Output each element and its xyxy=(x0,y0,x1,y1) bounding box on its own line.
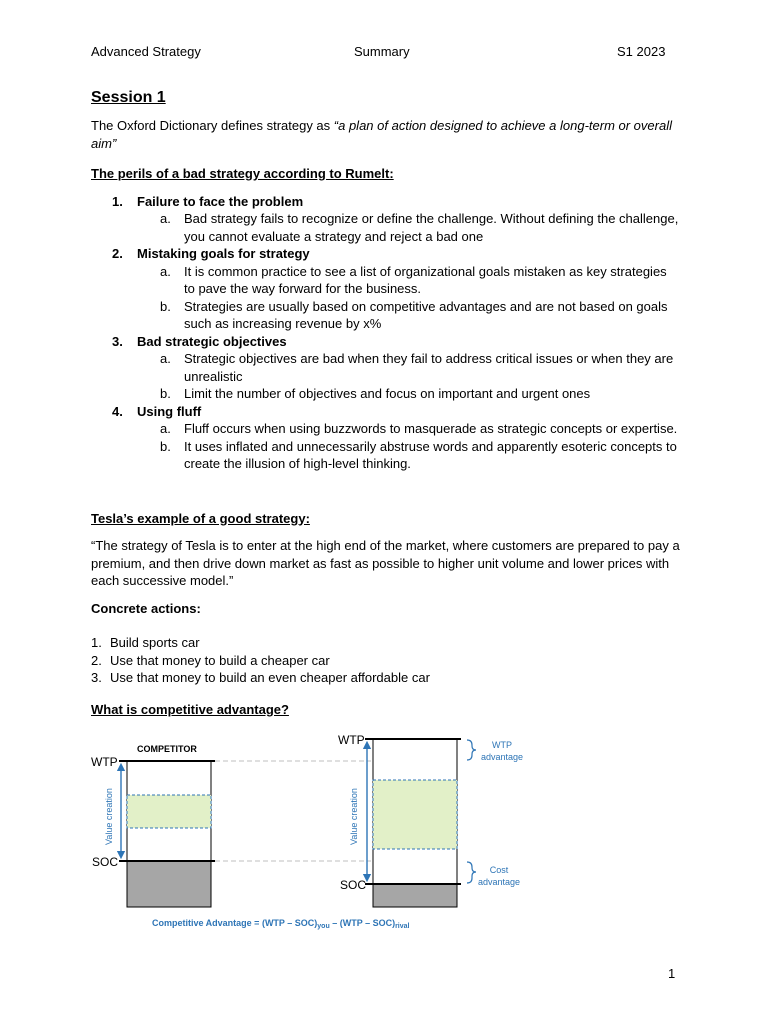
action-text: Use that money to build an even cheaper affordable car xyxy=(110,670,430,685)
perils-item xyxy=(91,193,681,211)
item-number: 3. xyxy=(112,333,123,349)
cost-advantage-brace xyxy=(467,862,476,883)
action-text: Use that money to build a cheaper car xyxy=(110,652,330,668)
perils-title: The perils of a bad strategy according to Rumelt: xyxy=(91,166,394,181)
header-center: Summary xyxy=(354,44,410,59)
formula-subscript-you: you xyxy=(317,923,330,930)
item-number: 4. xyxy=(112,403,123,419)
tesla-title: Tesla’s example of a good strategy: xyxy=(91,510,310,526)
perils-item xyxy=(91,245,681,263)
perils-subitem xyxy=(91,420,681,438)
subitem-letter: a. xyxy=(160,211,171,226)
perils-list xyxy=(91,193,681,473)
perils-subitem xyxy=(91,350,681,385)
list-item xyxy=(91,634,681,652)
subitem-text: Limit the number of objectives and focus on important and urgent ones xyxy=(184,386,591,401)
subitem-text: Fluff occurs when using buzzwords to masquerade as strategic concepts or expertise. xyxy=(184,421,678,436)
competitive-advantage-diagram xyxy=(91,727,539,939)
item-title: Mistaking goals for strategy xyxy=(137,246,310,261)
subitem-text: Strategic objectives are bad when they fail to address critical issues or when they are unrealistic xyxy=(184,351,674,384)
session-title: Session 1 xyxy=(91,89,166,106)
wtp-advantage-brace xyxy=(467,740,476,760)
formula-part-2: – (WTP – SOC) xyxy=(329,918,396,928)
subitem-letter: b. xyxy=(160,438,171,454)
perils-subitem xyxy=(91,385,681,403)
page-number: 1 xyxy=(668,966,676,981)
firm-wtp-label: WTP xyxy=(338,733,365,747)
header-left: Advanced Strategy xyxy=(91,44,201,59)
action-number: 3. xyxy=(91,670,102,685)
competitor-value-creation-label: Value creation xyxy=(104,788,114,845)
firm-value-band xyxy=(373,780,457,849)
wtp-advantage-line-2: advantage xyxy=(480,752,524,762)
item-title: Bad strategic objectives xyxy=(137,333,287,349)
wtp-advantage-line-1: WTP xyxy=(492,740,512,750)
perils-item xyxy=(91,333,681,351)
document-body xyxy=(91,88,681,718)
perils-subitem xyxy=(91,263,681,298)
firm-value-creation-label: Value creation xyxy=(349,788,359,845)
formula-subscript-rival: rival xyxy=(395,923,410,930)
perils-subitem xyxy=(91,438,681,473)
definition-quote: “a plan of action designed to achieve a long-term or overall aim” xyxy=(91,118,672,151)
diagram-svg xyxy=(91,727,539,939)
cost-advantage-line-2: advantage xyxy=(477,877,521,887)
firm-cost-box xyxy=(373,884,457,907)
subitem-letter: b. xyxy=(160,298,171,314)
subitem-text: Bad strategy fails to recognize or define the challenge. Without defining the challenge, you cannot evaluate a strategy and reject a bad one xyxy=(184,211,679,244)
item-number: 1. xyxy=(112,193,123,209)
tesla-quote: “The strategy of Tesla is to enter at the high end of the market, where customers are prepared to pay a premium, and then drive down market as fast as possible to higher unit volume and lower prices with each successive model.” xyxy=(91,538,680,588)
competitor-label: COMPETITOR xyxy=(137,744,197,754)
item-title: Using fluff xyxy=(137,403,202,419)
perils-subitem xyxy=(91,298,681,333)
competitive-advantage-title: What is competitive advantage? xyxy=(91,701,289,717)
list-item xyxy=(91,669,681,687)
header-right: S1 2023 xyxy=(617,44,666,59)
subitem-letter: a. xyxy=(160,351,171,366)
action-number: 2. xyxy=(91,652,102,668)
competitor-soc-label: SOC xyxy=(92,855,119,869)
subitem-text: It is common practice to see a list of organizational goals mistaken as key strategies to pave the way forward for the business. xyxy=(184,263,667,296)
cost-advantage-line-1: Cost xyxy=(489,865,509,875)
subitem-text: It uses inflated and unnecessarily abstruse words and apparently esoteric concepts to create the illusion of high-level thinking. xyxy=(184,438,677,471)
item-title: Failure to face the problem xyxy=(137,193,304,209)
competitive-advantage-formula xyxy=(152,918,410,930)
list-item xyxy=(91,652,681,670)
perils-item xyxy=(91,403,681,421)
actions-list xyxy=(91,634,681,687)
actions-title: Concrete actions: xyxy=(91,600,201,616)
subitem-letter: a. xyxy=(160,421,171,436)
competitor-cost-box xyxy=(127,861,211,907)
action-number: 1. xyxy=(91,635,102,650)
action-text: Build sports car xyxy=(110,635,200,650)
subitem-letter: b. xyxy=(160,386,171,401)
subitem-text: Strategies are usually based on competitive advantages and are not based on goals such as increasing revenue by x% xyxy=(184,298,668,331)
formula-part-1: Competitive Advantage = (WTP – SOC) xyxy=(152,918,318,928)
competitor-value-band xyxy=(127,795,211,828)
perils-subitem xyxy=(91,210,681,245)
firm-soc-label: SOC xyxy=(340,878,367,892)
item-number: 2. xyxy=(112,246,123,261)
definition-lead: The Oxford Dictionary defines strategy as xyxy=(91,118,334,133)
competitor-wtp-label: WTP xyxy=(91,755,118,769)
definition-paragraph xyxy=(91,117,681,152)
subitem-letter: a. xyxy=(160,263,171,279)
